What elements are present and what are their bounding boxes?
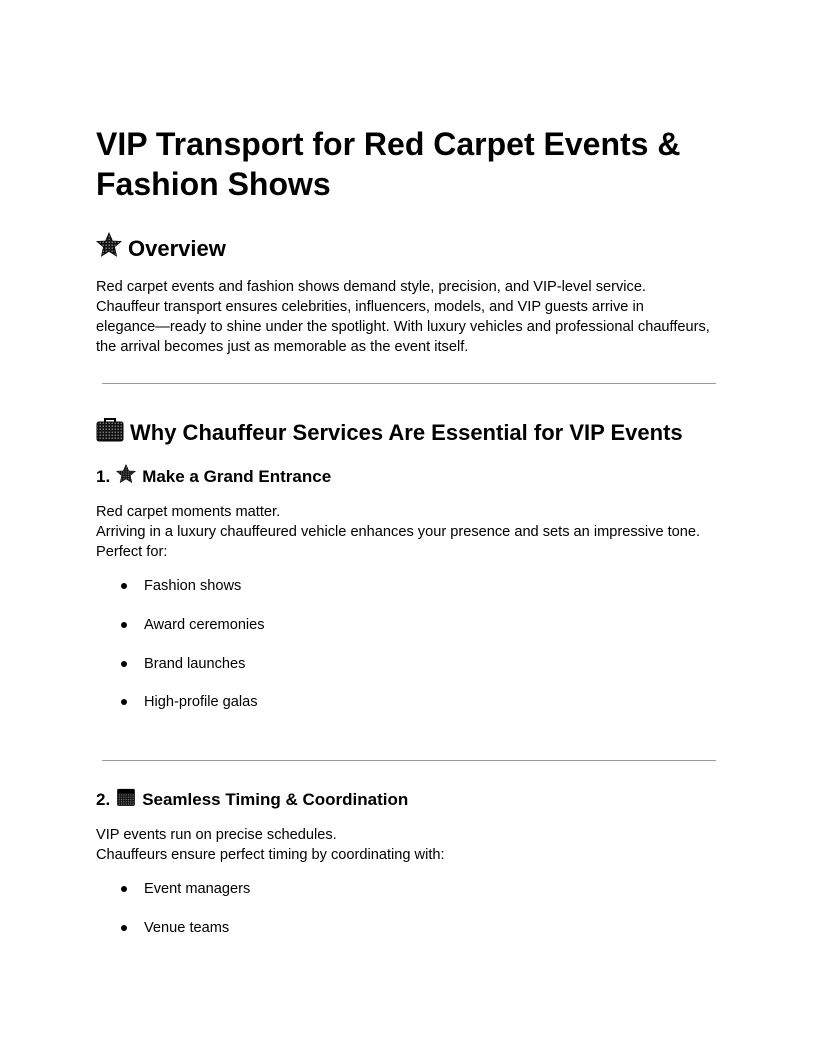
bullet-dot (121, 661, 127, 667)
section2-list (96, 879, 250, 957)
list-item: Venue teams (96, 918, 250, 938)
page-title: VIP Transport for Red Carpet Events & Fashion Shows (96, 126, 681, 202)
section2-paragraph: VIP events run on precise schedules. Chauffeurs ensure perfect timing by coordinating with: (96, 827, 445, 863)
bullet-dot (121, 925, 127, 931)
bullet-dot (121, 622, 127, 628)
star-icon (96, 232, 122, 265)
divider (102, 760, 716, 761)
bullet-dot (121, 699, 127, 705)
list-item: High-profile galas (96, 692, 265, 712)
list-item: Award ceremonies (96, 615, 265, 635)
bullet-dot (121, 886, 127, 892)
section1-list (96, 576, 265, 731)
divider (102, 383, 716, 384)
section2-heading: 2. Seamless Timing & Coordination (96, 787, 408, 813)
list-item: Event managers (96, 879, 250, 899)
briefcase-icon (96, 416, 124, 449)
list-item: Fashion shows (96, 576, 265, 596)
why-heading-text: Why Chauffeur Services Are Essential for VIP Events (130, 419, 683, 445)
bullet-dot (121, 583, 127, 589)
list-item: Brand launches (96, 654, 265, 674)
star-icon (116, 464, 136, 490)
overview-paragraph: Red carpet events and fashion shows demand style, precision, and VIP-level service. Chauffeur transport ensures celebrities, influencers, models, and VIP guests arrive in elegance—ready to shine under the spotlight. With luxury vehicles and professional chauffeurs, the arrival becomes just as memorable as the event itself. (96, 279, 710, 355)
why-heading (96, 416, 683, 449)
section1-heading: 1. Make a Grand Entrance (96, 464, 331, 490)
section1-heading-text: Make a Grand Entrance (142, 467, 332, 486)
calendar-icon (116, 787, 136, 813)
section2-heading-text: Seamless Timing & Coordination (142, 790, 409, 809)
overview-heading (96, 232, 226, 265)
overview-heading-text: Overview (128, 235, 226, 261)
section1-paragraph: Red carpet moments matter. Arriving in a luxury chauffeured vehicle enhances your presence and sets an impressive tone. Perfect for: (96, 504, 701, 560)
